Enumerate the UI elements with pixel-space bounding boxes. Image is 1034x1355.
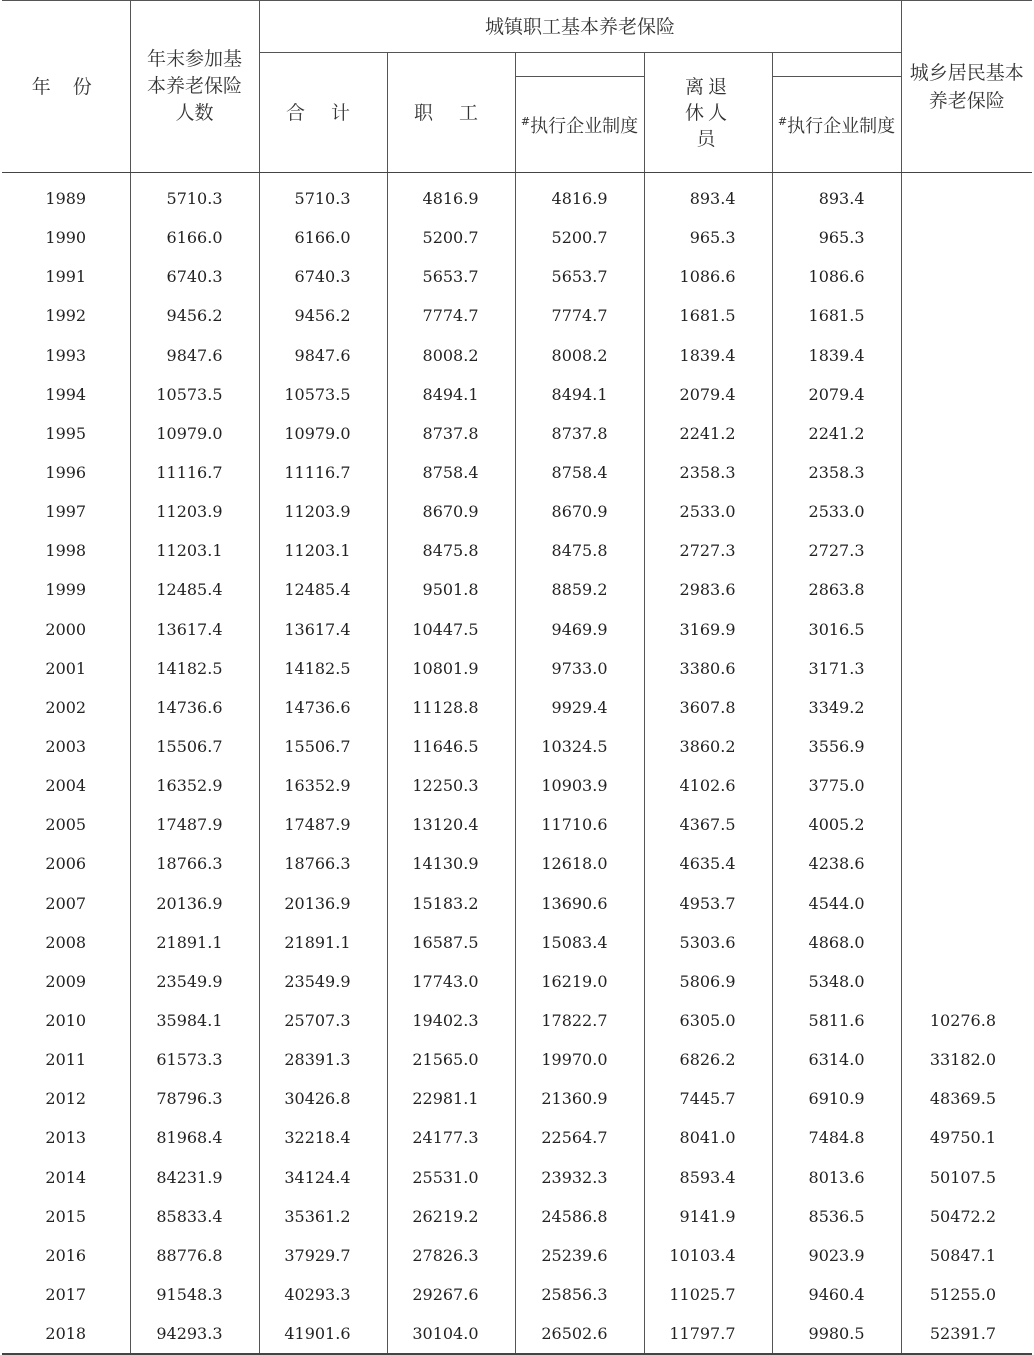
cell-year: 2009 (2, 962, 130, 1001)
cell-retirees-ent: 5348.0 (772, 962, 901, 1001)
table-row (2, 492, 1032, 531)
cell-resident (901, 257, 1032, 296)
header-workers-enterprise-text: 执行企业制度 (530, 116, 639, 137)
cell-workers-ent: 7774.7 (515, 296, 644, 335)
table-row (2, 257, 1032, 296)
table-row (2, 1314, 1032, 1354)
cell-retirees: 2358.3 (644, 453, 772, 492)
cell-retirees-ent: 3171.3 (772, 649, 901, 688)
table-row (2, 649, 1032, 688)
cell-total: 14182.5 (130, 649, 259, 688)
cell-workers: 8758.4 (387, 453, 515, 492)
cell-year: 1992 (2, 296, 130, 335)
cell-total: 9847.6 (130, 336, 259, 375)
cell-workers: 8494.1 (387, 375, 515, 414)
pension-statistics-table (2, 0, 1032, 1355)
cell-subtotal: 15506.7 (259, 727, 387, 766)
cell-retirees: 1681.5 (644, 296, 772, 335)
cell-resident (901, 531, 1032, 570)
cell-subtotal: 21891.1 (259, 923, 387, 962)
cell-total: 91548.3 (130, 1275, 259, 1314)
cell-retirees: 8041.0 (644, 1118, 772, 1157)
cell-total: 5710.3 (130, 173, 259, 219)
cell-retirees: 2241.2 (644, 414, 772, 453)
cell-retirees-ent: 2533.0 (772, 492, 901, 531)
cell-subtotal: 16352.9 (259, 766, 387, 805)
cell-total: 11203.9 (130, 492, 259, 531)
cell-subtotal: 30426.8 (259, 1079, 387, 1118)
cell-retirees: 893.4 (644, 173, 772, 219)
table-row (2, 1118, 1032, 1157)
cell-total: 16352.9 (130, 766, 259, 805)
cell-subtotal: 28391.3 (259, 1040, 387, 1079)
cell-retirees: 2079.4 (644, 375, 772, 414)
cell-year: 2015 (2, 1197, 130, 1236)
cell-workers-ent: 8670.9 (515, 492, 644, 531)
table-row (2, 844, 1032, 883)
cell-total: 85833.4 (130, 1197, 259, 1236)
cell-total: 13617.4 (130, 610, 259, 649)
cell-workers-ent: 13690.6 (515, 884, 644, 923)
cell-resident: 50472.2 (901, 1197, 1032, 1236)
cell-year: 2016 (2, 1236, 130, 1275)
cell-workers-ent: 21360.9 (515, 1079, 644, 1118)
cell-resident (901, 336, 1032, 375)
header-rural-urban (901, 1, 1032, 173)
table-row (2, 173, 1032, 219)
cell-total: 10979.0 (130, 414, 259, 453)
cell-workers-ent: 17822.7 (515, 1001, 644, 1040)
cell-workers-ent: 22564.7 (515, 1118, 644, 1157)
cell-subtotal: 23549.9 (259, 962, 387, 1001)
cell-workers: 27826.3 (387, 1236, 515, 1275)
cell-resident (901, 610, 1032, 649)
cell-workers-ent: 25239.6 (515, 1236, 644, 1275)
cell-workers: 11646.5 (387, 727, 515, 766)
table-row (2, 727, 1032, 766)
enterprise-mark: # (777, 115, 788, 128)
cell-workers-ent: 12618.0 (515, 844, 644, 883)
cell-subtotal: 14736.6 (259, 688, 387, 727)
cell-resident (901, 375, 1032, 414)
table-row (2, 414, 1032, 453)
cell-subtotal: 5710.3 (259, 173, 387, 219)
cell-year: 2003 (2, 727, 130, 766)
cell-workers: 8737.8 (387, 414, 515, 453)
cell-subtotal: 6740.3 (259, 257, 387, 296)
cell-workers-ent: 8475.8 (515, 531, 644, 570)
cell-retirees-ent: 9460.4 (772, 1275, 901, 1314)
cell-subtotal: 40293.3 (259, 1275, 387, 1314)
cell-total: 21891.1 (130, 923, 259, 962)
cell-retirees-ent: 9023.9 (772, 1236, 901, 1275)
cell-workers-ent: 4816.9 (515, 173, 644, 219)
cell-year: 2013 (2, 1118, 130, 1157)
cell-subtotal: 14182.5 (259, 649, 387, 688)
cell-resident: 33182.0 (901, 1040, 1032, 1079)
cell-total: 15506.7 (130, 727, 259, 766)
cell-workers: 8008.2 (387, 336, 515, 375)
table-row (2, 296, 1032, 335)
table-row (2, 531, 1032, 570)
table-row (2, 766, 1032, 805)
cell-workers: 13120.4 (387, 805, 515, 844)
cell-subtotal: 18766.3 (259, 844, 387, 883)
cell-workers-ent: 8859.2 (515, 570, 644, 609)
cell-retirees-ent: 3349.2 (772, 688, 901, 727)
enterprise-mark: # (520, 115, 531, 128)
cell-workers: 30104.0 (387, 1314, 515, 1354)
header-year: 年 份 (2, 1, 130, 173)
cell-total: 10573.5 (130, 375, 259, 414)
cell-subtotal: 12485.4 (259, 570, 387, 609)
cell-retirees: 3860.2 (644, 727, 772, 766)
cell-workers-ent: 26502.6 (515, 1314, 644, 1354)
cell-retirees-ent: 1681.5 (772, 296, 901, 335)
table-row (2, 453, 1032, 492)
cell-resident (901, 923, 1032, 962)
cell-workers-ent: 19970.0 (515, 1040, 644, 1079)
header-workers: 职 工 (387, 53, 515, 173)
cell-year: 1990 (2, 218, 130, 257)
cell-subtotal: 37929.7 (259, 1236, 387, 1275)
cell-subtotal: 6166.0 (259, 218, 387, 257)
cell-subtotal: 13617.4 (259, 610, 387, 649)
cell-retirees: 8593.4 (644, 1158, 772, 1197)
cell-resident: 49750.1 (901, 1118, 1032, 1157)
cell-subtotal: 10573.5 (259, 375, 387, 414)
cell-resident (901, 688, 1032, 727)
cell-retirees-ent: 2727.3 (772, 531, 901, 570)
cell-subtotal: 9847.6 (259, 336, 387, 375)
cell-retirees-ent: 3016.5 (772, 610, 901, 649)
cell-resident: 50107.5 (901, 1158, 1032, 1197)
cell-retirees-ent: 7484.8 (772, 1118, 901, 1157)
cell-workers: 7774.7 (387, 296, 515, 335)
cell-subtotal: 17487.9 (259, 805, 387, 844)
cell-retirees-ent: 4544.0 (772, 884, 901, 923)
cell-year: 1993 (2, 336, 130, 375)
cell-workers: 14130.9 (387, 844, 515, 883)
cell-total: 6740.3 (130, 257, 259, 296)
cell-workers-ent: 8494.1 (515, 375, 644, 414)
cell-retirees: 4953.7 (644, 884, 772, 923)
cell-workers-ent: 24586.8 (515, 1197, 644, 1236)
cell-year: 1989 (2, 173, 130, 219)
header-spacer-1 (515, 53, 644, 77)
cell-retirees-ent: 2863.8 (772, 570, 901, 609)
cell-workers: 11128.8 (387, 688, 515, 727)
cell-year: 1999 (2, 570, 130, 609)
cell-workers-ent: 16219.0 (515, 962, 644, 1001)
table-row (2, 1001, 1032, 1040)
cell-subtotal: 41901.6 (259, 1314, 387, 1354)
cell-workers-ent: 5200.7 (515, 218, 644, 257)
cell-retirees-ent: 893.4 (772, 173, 901, 219)
cell-workers: 9501.8 (387, 570, 515, 609)
cell-retirees-ent: 8013.6 (772, 1158, 901, 1197)
cell-subtotal: 34124.4 (259, 1158, 387, 1197)
cell-subtotal: 11116.7 (259, 453, 387, 492)
cell-retirees: 3380.6 (644, 649, 772, 688)
cell-workers: 10447.5 (387, 610, 515, 649)
cell-workers: 12250.3 (387, 766, 515, 805)
table-row (2, 570, 1032, 609)
cell-total: 23549.9 (130, 962, 259, 1001)
cell-workers: 5653.7 (387, 257, 515, 296)
cell-resident: 48369.5 (901, 1079, 1032, 1118)
table-row (2, 1197, 1032, 1236)
table-row (2, 610, 1032, 649)
cell-retirees-ent: 4005.2 (772, 805, 901, 844)
cell-workers: 15183.2 (387, 884, 515, 923)
cell-resident: 52391.7 (901, 1314, 1032, 1354)
cell-resident (901, 173, 1032, 219)
cell-resident (901, 884, 1032, 923)
cell-retirees-ent: 4238.6 (772, 844, 901, 883)
cell-workers: 8475.8 (387, 531, 515, 570)
cell-year: 2001 (2, 649, 130, 688)
cell-retirees-ent: 2079.4 (772, 375, 901, 414)
cell-resident (901, 570, 1032, 609)
cell-retirees: 4367.5 (644, 805, 772, 844)
cell-workers: 4816.9 (387, 173, 515, 219)
table-row (2, 923, 1032, 962)
cell-year: 1996 (2, 453, 130, 492)
cell-retirees: 3607.8 (644, 688, 772, 727)
table-row (2, 1079, 1032, 1118)
cell-workers-ent: 23932.3 (515, 1158, 644, 1197)
cell-subtotal: 9456.2 (259, 296, 387, 335)
cell-year: 2011 (2, 1040, 130, 1079)
header-total-insured (130, 1, 259, 173)
cell-retirees-ent: 1086.6 (772, 257, 901, 296)
cell-year: 1995 (2, 414, 130, 453)
cell-resident (901, 414, 1032, 453)
cell-total: 18766.3 (130, 844, 259, 883)
cell-retirees: 3169.9 (644, 610, 772, 649)
cell-subtotal: 11203.9 (259, 492, 387, 531)
cell-retirees: 5806.9 (644, 962, 772, 1001)
table-row (2, 962, 1032, 1001)
cell-total: 12485.4 (130, 570, 259, 609)
header-retirees-text: 离退休人 员 (684, 75, 731, 150)
cell-resident (901, 844, 1032, 883)
cell-total: 17487.9 (130, 805, 259, 844)
cell-year: 2014 (2, 1158, 130, 1197)
table-row (2, 1158, 1032, 1197)
table-row (2, 1236, 1032, 1275)
cell-retirees-ent: 5811.6 (772, 1001, 901, 1040)
cell-year: 2002 (2, 688, 130, 727)
header-spacer-2 (772, 53, 901, 77)
header-rural-urban-text: 城乡居民基本养老保险 (909, 62, 1024, 112)
cell-year: 1997 (2, 492, 130, 531)
cell-total: 61573.3 (130, 1040, 259, 1079)
cell-workers: 24177.3 (387, 1118, 515, 1157)
cell-workers: 8670.9 (387, 492, 515, 531)
cell-total: 81968.4 (130, 1118, 259, 1157)
cell-resident (901, 649, 1032, 688)
cell-retirees-ent: 6910.9 (772, 1079, 901, 1118)
cell-workers: 29267.6 (387, 1275, 515, 1314)
cell-year: 1991 (2, 257, 130, 296)
header-subtotal: 合 计 (259, 53, 387, 173)
cell-resident (901, 805, 1032, 844)
cell-resident (901, 453, 1032, 492)
cell-retirees-ent: 2358.3 (772, 453, 901, 492)
cell-retirees-ent: 8536.5 (772, 1197, 901, 1236)
cell-resident (901, 296, 1032, 335)
cell-retirees: 965.3 (644, 218, 772, 257)
cell-total: 14736.6 (130, 688, 259, 727)
cell-total: 11116.7 (130, 453, 259, 492)
header-workers-enterprise (515, 77, 644, 173)
cell-year: 2012 (2, 1079, 130, 1118)
table-row (2, 884, 1032, 923)
cell-retirees: 2983.6 (644, 570, 772, 609)
cell-retirees: 4635.4 (644, 844, 772, 883)
cell-retirees: 7445.7 (644, 1079, 772, 1118)
table-row (2, 375, 1032, 414)
cell-year: 2006 (2, 844, 130, 883)
cell-year: 2004 (2, 766, 130, 805)
cell-resident (901, 492, 1032, 531)
cell-resident: 10276.8 (901, 1001, 1032, 1040)
cell-retirees: 6826.2 (644, 1040, 772, 1079)
cell-total: 88776.8 (130, 1236, 259, 1275)
cell-total: 94293.3 (130, 1314, 259, 1354)
cell-year: 1994 (2, 375, 130, 414)
cell-total: 78796.3 (130, 1079, 259, 1118)
table-row (2, 1275, 1032, 1314)
cell-workers-ent: 15083.4 (515, 923, 644, 962)
table-row (2, 1040, 1032, 1079)
cell-workers-ent: 9929.4 (515, 688, 644, 727)
cell-subtotal: 10979.0 (259, 414, 387, 453)
cell-retirees: 11025.7 (644, 1275, 772, 1314)
cell-retirees-ent: 3556.9 (772, 727, 901, 766)
cell-workers-ent: 9733.0 (515, 649, 644, 688)
cell-workers-ent: 8737.8 (515, 414, 644, 453)
cell-retirees: 10103.4 (644, 1236, 772, 1275)
cell-retirees: 9141.9 (644, 1197, 772, 1236)
cell-workers: 16587.5 (387, 923, 515, 962)
cell-workers: 22981.1 (387, 1079, 515, 1118)
cell-year: 2007 (2, 884, 130, 923)
cell-retirees: 6305.0 (644, 1001, 772, 1040)
cell-subtotal: 32218.4 (259, 1118, 387, 1157)
cell-retirees-ent: 965.3 (772, 218, 901, 257)
cell-retirees-ent: 4868.0 (772, 923, 901, 962)
cell-retirees-ent: 6314.0 (772, 1040, 901, 1079)
cell-workers-ent: 8758.4 (515, 453, 644, 492)
cell-subtotal: 11203.1 (259, 531, 387, 570)
cell-year: 2005 (2, 805, 130, 844)
cell-year: 2017 (2, 1275, 130, 1314)
table-row (2, 805, 1032, 844)
table-row (2, 688, 1032, 727)
cell-workers-ent: 8008.2 (515, 336, 644, 375)
cell-workers: 25531.0 (387, 1158, 515, 1197)
table-row (2, 218, 1032, 257)
cell-total: 6166.0 (130, 218, 259, 257)
header-urban-group: 城镇职工基本养老保险 (259, 1, 901, 53)
cell-year: 2010 (2, 1001, 130, 1040)
cell-workers: 19402.3 (387, 1001, 515, 1040)
header-retirees-enterprise (772, 77, 901, 173)
cell-subtotal: 20136.9 (259, 884, 387, 923)
cell-workers: 26219.2 (387, 1197, 515, 1236)
cell-subtotal: 25707.3 (259, 1001, 387, 1040)
cell-workers-ent: 9469.9 (515, 610, 644, 649)
cell-total: 84231.9 (130, 1158, 259, 1197)
cell-resident (901, 727, 1032, 766)
cell-year: 2000 (2, 610, 130, 649)
cell-total: 11203.1 (130, 531, 259, 570)
cell-workers: 21565.0 (387, 1040, 515, 1079)
cell-retirees: 2727.3 (644, 531, 772, 570)
cell-retirees-ent: 2241.2 (772, 414, 901, 453)
cell-workers-ent: 25856.3 (515, 1275, 644, 1314)
cell-retirees-ent: 3775.0 (772, 766, 901, 805)
cell-retirees: 4102.6 (644, 766, 772, 805)
header-retirees (644, 53, 772, 173)
table-body (2, 173, 1032, 1355)
table-header (2, 1, 1032, 173)
cell-workers-ent: 10324.5 (515, 727, 644, 766)
table-row (2, 336, 1032, 375)
cell-retirees: 1839.4 (644, 336, 772, 375)
cell-workers: 5200.7 (387, 218, 515, 257)
cell-total: 35984.1 (130, 1001, 259, 1040)
cell-workers-ent: 10903.9 (515, 766, 644, 805)
cell-year: 1998 (2, 531, 130, 570)
cell-total: 20136.9 (130, 884, 259, 923)
cell-retirees: 2533.0 (644, 492, 772, 531)
cell-subtotal: 35361.2 (259, 1197, 387, 1236)
cell-resident (901, 962, 1032, 1001)
cell-workers-ent: 5653.7 (515, 257, 644, 296)
cell-resident (901, 218, 1032, 257)
cell-workers: 17743.0 (387, 962, 515, 1001)
cell-retirees: 11797.7 (644, 1314, 772, 1354)
cell-resident: 50847.1 (901, 1236, 1032, 1275)
cell-retirees-ent: 9980.5 (772, 1314, 901, 1354)
cell-year: 2018 (2, 1314, 130, 1354)
cell-retirees: 1086.6 (644, 257, 772, 296)
cell-year: 2008 (2, 923, 130, 962)
cell-workers-ent: 11710.6 (515, 805, 644, 844)
header-retirees-enterprise-text: 执行企业制度 (787, 116, 896, 137)
cell-resident (901, 766, 1032, 805)
cell-total: 9456.2 (130, 296, 259, 335)
cell-retirees: 5303.6 (644, 923, 772, 962)
cell-resident: 51255.0 (901, 1275, 1032, 1314)
cell-workers: 10801.9 (387, 649, 515, 688)
header-total-insured-text: 年末参加基本养老保险人数 (146, 48, 242, 124)
cell-retirees-ent: 1839.4 (772, 336, 901, 375)
